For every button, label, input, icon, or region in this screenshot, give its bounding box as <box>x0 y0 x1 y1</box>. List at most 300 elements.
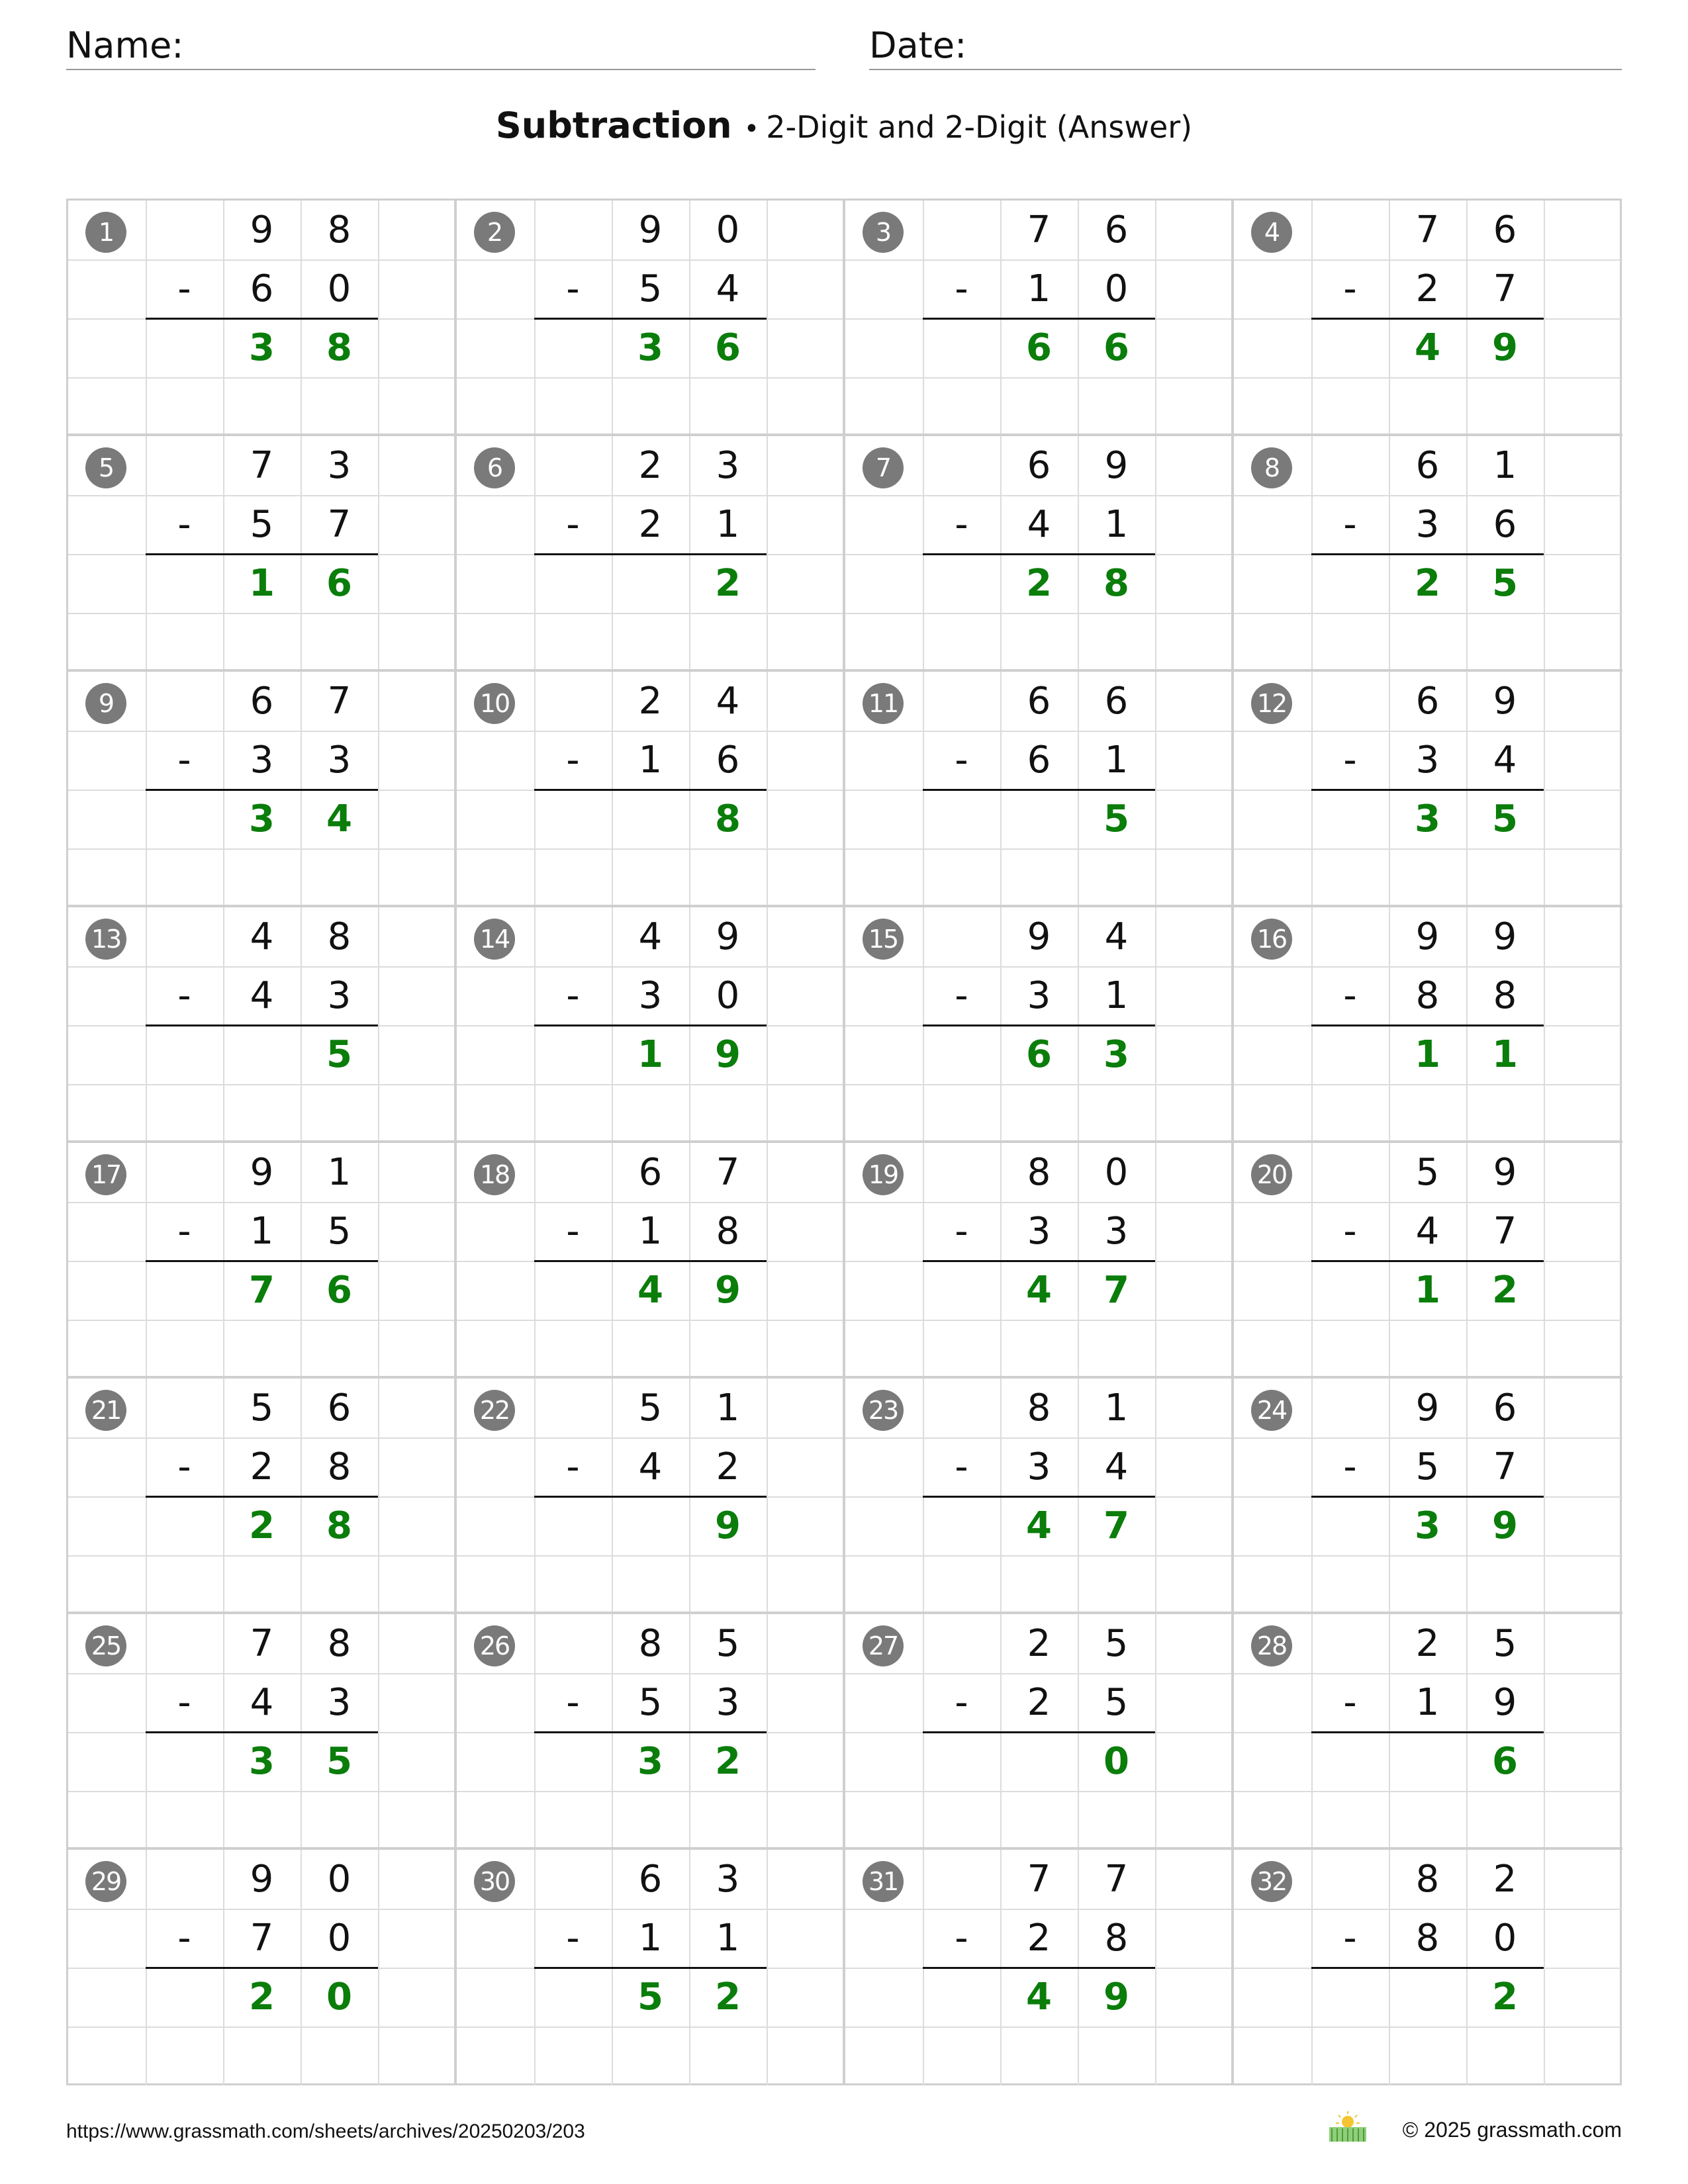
problem-26 <box>457 1614 845 1850</box>
subtrahend-ones-digit: 1 <box>1104 974 1129 1017</box>
answer-ones-digit: 7 <box>1103 1504 1129 1547</box>
grid-line <box>68 848 457 850</box>
subtrahend-tens-digit: 2 <box>638 503 663 546</box>
answer-ones-digit: 0 <box>1103 1740 1129 1783</box>
minuend-tens-digit: 4 <box>638 915 663 958</box>
problem-number-badge: 11 <box>863 683 904 724</box>
problem-number-badge: 28 <box>1251 1625 1292 1666</box>
grid-line <box>1234 613 1622 614</box>
answer-ones-digit: 9 <box>715 1033 741 1076</box>
answer-tens-digit: 7 <box>249 1269 275 1312</box>
minuend-ones-digit: 9 <box>1493 680 1517 723</box>
subtrahend-ones-digit: 8 <box>716 1210 740 1253</box>
subtrahend-ones-digit: 0 <box>1493 1917 1517 1960</box>
minus-sign: - <box>177 1681 191 1724</box>
answer-tens-digit: 2 <box>249 1504 275 1547</box>
minuend-tens-digit: 7 <box>1027 1858 1051 1901</box>
minuend-tens-digit: 7 <box>250 1622 274 1665</box>
answer-tens-digit: 5 <box>637 1976 663 2019</box>
problem-number-badge: 10 <box>474 683 515 724</box>
minuend-tens-digit: 2 <box>638 444 663 487</box>
page-title <box>0 105 1688 146</box>
worksheet-grid <box>66 199 1622 2085</box>
problem-30 <box>457 1850 845 2085</box>
minus-sign: - <box>566 739 580 782</box>
answer-ones-digit: 6 <box>715 326 741 369</box>
subtrahend-ones-digit: 3 <box>716 1681 740 1724</box>
minuend-tens-digit: 7 <box>250 444 274 487</box>
subtrahend-tens-digit: 1 <box>638 1917 663 1960</box>
subtrahend-tens-digit: 4 <box>250 974 274 1017</box>
subtrahend-tens-digit: 4 <box>638 1445 663 1488</box>
answer-tens-digit: 2 <box>1026 562 1052 605</box>
problem-number-badge: 7 <box>863 447 904 488</box>
minuend-ones-digit: 7 <box>327 680 352 723</box>
problem-3 <box>845 201 1234 436</box>
answer-tens-digit: 2 <box>249 1976 275 2019</box>
minuend-ones-digit: 5 <box>1493 1622 1517 1665</box>
problem-number-badge: 9 <box>85 683 126 724</box>
subtrahend-tens-digit: 3 <box>250 739 274 782</box>
subtrahend-tens-digit: 3 <box>638 974 663 1017</box>
answer-ones-digit: 6 <box>1103 326 1129 369</box>
minuend-ones-digit: 9 <box>1104 444 1129 487</box>
problem-number-badge: 6 <box>474 447 515 488</box>
minuend-ones-digit: 3 <box>716 444 740 487</box>
grid-line <box>845 613 1234 614</box>
problem-number-badge: 13 <box>85 919 126 960</box>
problem-number-badge: 27 <box>863 1625 904 1666</box>
minuend-ones-digit: 6 <box>1104 208 1129 251</box>
minuend-tens-digit: 8 <box>1415 1858 1440 1901</box>
problem-7 <box>845 436 1234 672</box>
answer-tens-digit: 1 <box>1415 1269 1440 1312</box>
problem-number-badge: 22 <box>474 1390 515 1431</box>
subtrahend-tens-digit: 7 <box>250 1917 274 1960</box>
minuend-ones-digit: 2 <box>1493 1858 1517 1901</box>
answer-tens-digit: 1 <box>249 562 275 605</box>
minuend-ones-digit: 7 <box>716 1151 740 1194</box>
answer-tens-digit <box>612 554 689 613</box>
subtrahend-tens-digit: 5 <box>250 503 274 546</box>
minus-sign: - <box>177 1917 191 1960</box>
problem-31 <box>845 1850 1234 2085</box>
subtrahend-ones-digit: 3 <box>1104 1210 1129 1253</box>
subtrahend-ones-digit: 3 <box>327 974 352 1017</box>
minuend-tens-digit: 6 <box>1027 680 1051 723</box>
footer-copyright: © 2025 grassmath.com <box>1402 2118 1622 2142</box>
grid-line <box>457 848 845 850</box>
grid-line <box>457 2026 845 2028</box>
problem-25 <box>68 1614 457 1850</box>
answer-tens-digit: 6 <box>1026 1033 1052 1076</box>
problem-14 <box>457 907 845 1143</box>
subtrahend-ones-digit: 6 <box>716 739 740 782</box>
answer-tens-digit: 1 <box>637 1033 663 1076</box>
subtrahend-ones-digit: 4 <box>716 267 740 310</box>
problem-number-badge: 17 <box>85 1154 126 1195</box>
answer-ones-digit: 9 <box>715 1504 741 1547</box>
problem-24 <box>1234 1379 1622 1614</box>
problem-23 <box>845 1379 1234 1614</box>
problem-number-badge: 1 <box>85 212 126 253</box>
minuend-ones-digit: 4 <box>1104 915 1129 958</box>
grid-line <box>68 1320 457 1321</box>
answer-tens-digit <box>612 790 689 848</box>
minuend-tens-digit: 2 <box>1415 1622 1440 1665</box>
minuend-ones-digit: 6 <box>1493 1387 1517 1430</box>
grid-line <box>68 377 457 379</box>
name-field[interactable] <box>66 26 816 70</box>
subtrahend-ones-digit: 2 <box>716 1445 740 1488</box>
answer-ones-digit: 4 <box>326 797 352 841</box>
answer-tens-digit: 3 <box>249 797 275 841</box>
grid-line <box>68 1084 457 1085</box>
minuend-ones-digit: 5 <box>1104 1622 1129 1665</box>
subtrahend-ones-digit: 9 <box>1493 1681 1517 1724</box>
answer-ones-digit: 6 <box>1492 1740 1518 1783</box>
grass-sun-logo-icon <box>1325 2109 1370 2144</box>
problem-number-badge: 29 <box>85 1861 126 1902</box>
minuend-ones-digit: 8 <box>327 915 352 958</box>
subtrahend-tens-digit: 1 <box>1415 1681 1440 1724</box>
minuend-ones-digit: 1 <box>1493 444 1517 487</box>
grid-line <box>68 2026 457 2028</box>
subtrahend-tens-digit: 5 <box>638 267 663 310</box>
subtrahend-tens-digit: 3 <box>1027 1210 1051 1253</box>
minus-sign: - <box>566 1681 580 1724</box>
minuend-tens-digit: 6 <box>638 1858 663 1901</box>
answer-tens-digit: 3 <box>637 326 663 369</box>
subtrahend-ones-digit: 7 <box>1493 1445 1517 1488</box>
subtrahend-ones-digit: 4 <box>1104 1445 1129 1488</box>
subtrahend-ones-digit: 5 <box>327 1210 352 1253</box>
problem-9 <box>68 672 457 907</box>
minuend-tens-digit: 9 <box>250 1151 274 1194</box>
subtrahend-ones-digit: 8 <box>1493 974 1517 1017</box>
answer-ones-digit: 2 <box>715 1740 741 1783</box>
minus-sign: - <box>955 267 968 310</box>
minus-sign: - <box>177 1210 191 1253</box>
minuend-tens-digit: 9 <box>1415 1387 1440 1430</box>
minuend-ones-digit: 3 <box>327 444 352 487</box>
answer-ones-digit: 8 <box>326 1504 352 1547</box>
minuend-tens-digit: 7 <box>1415 208 1440 251</box>
date-label: Date: <box>869 24 967 66</box>
answer-ones-digit: 6 <box>326 1269 352 1312</box>
minus-sign: - <box>177 1445 191 1488</box>
minuend-tens-digit: 6 <box>638 1151 663 1194</box>
problem-16 <box>1234 907 1622 1143</box>
problem-27 <box>845 1614 1234 1850</box>
answer-ones-digit: 9 <box>1103 1976 1129 2019</box>
subtrahend-ones-digit: 7 <box>1493 1210 1517 1253</box>
subtrahend-ones-digit: 0 <box>716 974 740 1017</box>
subtrahend-tens-digit: 1 <box>250 1210 274 1253</box>
grid-line <box>457 1791 845 1792</box>
problem-number-badge: 2 <box>474 212 515 253</box>
minus-sign: - <box>566 1210 580 1253</box>
subtrahend-ones-digit: 7 <box>1493 267 1517 310</box>
minuend-ones-digit: 6 <box>1493 208 1517 251</box>
subtrahend-tens-digit: 1 <box>1027 267 1051 310</box>
minuend-tens-digit: 9 <box>638 208 663 251</box>
answer-ones-digit: 7 <box>1103 1269 1129 1312</box>
subtrahend-tens-digit: 8 <box>1415 974 1440 1017</box>
answer-ones-digit: 8 <box>1103 562 1129 605</box>
minuend-tens-digit: 9 <box>1415 915 1440 958</box>
problem-number-badge: 32 <box>1251 1861 1292 1902</box>
minuend-tens-digit: 9 <box>1027 915 1051 958</box>
subtrahend-ones-digit: 0 <box>1104 267 1129 310</box>
problem-6 <box>457 436 845 672</box>
answer-ones-digit: 5 <box>326 1740 352 1783</box>
problem-5 <box>68 436 457 672</box>
minus-sign: - <box>177 739 191 782</box>
subtrahend-tens-digit: 2 <box>1027 1917 1051 1960</box>
grid-line <box>845 2026 1234 2028</box>
problem-28 <box>1234 1614 1622 1850</box>
minus-sign: - <box>566 974 580 1017</box>
minus-sign: - <box>955 503 968 546</box>
answer-tens-digit: 4 <box>1415 326 1440 369</box>
grid-line <box>457 1084 845 1085</box>
answer-tens-digit: 3 <box>1415 797 1440 841</box>
problem-number-badge: 23 <box>863 1390 904 1431</box>
minus-sign: - <box>1343 1681 1357 1724</box>
answer-ones-digit: 5 <box>1492 797 1518 841</box>
subtrahend-tens-digit: 3 <box>1415 739 1440 782</box>
minuend-ones-digit: 9 <box>1493 1151 1517 1194</box>
minuend-ones-digit: 8 <box>327 1622 352 1665</box>
minuend-tens-digit: 7 <box>1027 208 1051 251</box>
grid-line <box>845 1791 1234 1792</box>
answer-tens-digit <box>1000 790 1078 848</box>
minuend-ones-digit: 6 <box>327 1387 352 1430</box>
date-field[interactable] <box>869 26 1622 70</box>
problem-32 <box>1234 1850 1622 2085</box>
subtrahend-tens-digit: 3 <box>1027 974 1051 1017</box>
minuend-ones-digit: 9 <box>1493 915 1517 958</box>
minus-sign: - <box>566 267 580 310</box>
answer-ones-digit: 5 <box>1103 797 1129 841</box>
grid-line <box>1234 377 1622 379</box>
answer-tens-digit: 1 <box>1415 1033 1440 1076</box>
grid-line <box>1234 1555 1622 1557</box>
problem-8 <box>1234 436 1622 672</box>
minuend-tens-digit: 9 <box>250 208 274 251</box>
grid-line <box>457 613 845 614</box>
subtrahend-tens-digit: 5 <box>638 1681 663 1724</box>
minuend-tens-digit: 5 <box>250 1387 274 1430</box>
answer-ones-digit: 8 <box>715 797 741 841</box>
problem-number-badge: 15 <box>863 919 904 960</box>
grid-line <box>845 1084 1234 1085</box>
problem-number-badge: 30 <box>474 1861 515 1902</box>
answer-ones-digit: 9 <box>715 1269 741 1312</box>
problem-number-badge: 19 <box>863 1154 904 1195</box>
answer-ones-digit: 2 <box>1492 1976 1518 2019</box>
problem-number-badge: 14 <box>474 919 515 960</box>
grid-line <box>457 1555 845 1557</box>
problem-number-badge: 3 <box>863 212 904 253</box>
minuend-tens-digit: 8 <box>1027 1387 1051 1430</box>
subtrahend-tens-digit: 1 <box>638 1210 663 1253</box>
minuend-tens-digit: 5 <box>638 1387 663 1430</box>
name-label: Name: <box>66 24 184 66</box>
grid-line <box>845 1555 1234 1557</box>
minus-sign: - <box>1343 1445 1357 1488</box>
answer-tens-digit: 6 <box>1026 326 1052 369</box>
answer-tens-digit: 2 <box>1415 562 1440 605</box>
minuend-tens-digit: 4 <box>250 915 274 958</box>
answer-ones-digit: 1 <box>1492 1033 1518 1076</box>
minus-sign: - <box>955 974 968 1017</box>
answer-tens-digit: 4 <box>1026 1976 1052 2019</box>
minus-sign: - <box>955 1681 968 1724</box>
subtrahend-tens-digit: 1 <box>638 739 663 782</box>
problem-number-badge: 12 <box>1251 683 1292 724</box>
problem-15 <box>845 907 1234 1143</box>
problem-number-badge: 4 <box>1251 212 1292 253</box>
answer-tens-digit <box>1389 1732 1466 1791</box>
subtrahend-ones-digit: 1 <box>716 503 740 546</box>
minuend-tens-digit: 2 <box>638 680 663 723</box>
subtrahend-ones-digit: 0 <box>327 267 352 310</box>
problem-22 <box>457 1379 845 1614</box>
minus-sign: - <box>955 739 968 782</box>
answer-ones-digit: 5 <box>326 1033 352 1076</box>
subtrahend-tens-digit: 2 <box>1027 1681 1051 1724</box>
problem-number-badge: 31 <box>863 1861 904 1902</box>
grid-line <box>68 1791 457 1792</box>
minuend-ones-digit: 0 <box>716 208 740 251</box>
subtrahend-ones-digit: 0 <box>327 1917 352 1960</box>
title-separator: • <box>743 114 760 144</box>
answer-tens-digit: 3 <box>249 1740 275 1783</box>
problem-number-badge: 20 <box>1251 1154 1292 1195</box>
subtrahend-ones-digit: 1 <box>716 1917 740 1960</box>
subtrahend-tens-digit: 4 <box>1415 1210 1440 1253</box>
subtrahend-ones-digit: 3 <box>327 1681 352 1724</box>
footer-url[interactable]: https://www.grassmath.com/sheets/archives/20250203/203 <box>66 2120 585 2142</box>
subtrahend-tens-digit: 3 <box>1027 1445 1051 1488</box>
problem-number-badge: 21 <box>85 1390 126 1431</box>
minuend-tens-digit: 6 <box>1415 680 1440 723</box>
subtrahend-tens-digit: 2 <box>250 1445 274 1488</box>
problem-20 <box>1234 1143 1622 1379</box>
answer-tens-digit <box>612 1496 689 1555</box>
minuend-ones-digit: 0 <box>327 1858 352 1901</box>
answer-tens-digit: 4 <box>1026 1504 1052 1547</box>
answer-tens-digit: 4 <box>637 1269 663 1312</box>
answer-tens-digit <box>1000 1732 1078 1791</box>
problem-number-badge: 18 <box>474 1154 515 1195</box>
subtrahend-tens-digit: 4 <box>250 1681 274 1724</box>
minuend-ones-digit: 1 <box>716 1387 740 1430</box>
title-subtitle: 2-Digit and 2-Digit (Answer) <box>766 109 1193 145</box>
minus-sign: - <box>566 1445 580 1488</box>
answer-tens-digit: 3 <box>637 1740 663 1783</box>
minuend-ones-digit: 7 <box>1104 1858 1129 1901</box>
subtrahend-ones-digit: 7 <box>327 503 352 546</box>
minuend-ones-digit: 0 <box>1104 1151 1129 1194</box>
answer-ones-digit: 3 <box>1103 1033 1129 1076</box>
minuend-ones-digit: 8 <box>327 208 352 251</box>
grid-line <box>1234 848 1622 850</box>
minuend-ones-digit: 5 <box>716 1622 740 1665</box>
minus-sign: - <box>955 1445 968 1488</box>
grid-line <box>1234 2026 1622 2028</box>
minuend-tens-digit: 9 <box>250 1858 274 1901</box>
minuend-ones-digit: 9 <box>716 915 740 958</box>
answer-tens-digit <box>1389 1968 1466 2026</box>
minus-sign: - <box>177 503 191 546</box>
minuend-tens-digit: 6 <box>1415 444 1440 487</box>
minuend-ones-digit: 3 <box>716 1858 740 1901</box>
minus-sign: - <box>955 1210 968 1253</box>
subtrahend-tens-digit: 6 <box>1027 739 1051 782</box>
subtrahend-tens-digit: 5 <box>1415 1445 1440 1488</box>
grid-line <box>457 1320 845 1321</box>
answer-tens-digit: 3 <box>249 326 275 369</box>
answer-ones-digit: 9 <box>1492 1504 1518 1547</box>
grid-line <box>845 1320 1234 1321</box>
problem-number-badge: 26 <box>474 1625 515 1666</box>
subtrahend-ones-digit: 6 <box>1493 503 1517 546</box>
problem-number-badge: 5 <box>85 447 126 488</box>
answer-ones-digit: 2 <box>1492 1269 1518 1312</box>
answer-ones-digit: 8 <box>326 326 352 369</box>
problem-12 <box>1234 672 1622 907</box>
minus-sign: - <box>955 1917 968 1960</box>
problem-number-badge: 8 <box>1251 447 1292 488</box>
subtrahend-ones-digit: 8 <box>327 1445 352 1488</box>
grid-line <box>1234 1320 1622 1321</box>
grid-line <box>1234 1084 1622 1085</box>
title-main: Subtraction <box>495 105 732 146</box>
problem-number-badge: 16 <box>1251 919 1292 960</box>
answer-ones-digit: 2 <box>715 1976 741 2019</box>
problem-29 <box>68 1850 457 2085</box>
minuend-ones-digit: 1 <box>1104 1387 1129 1430</box>
answer-ones-digit: 0 <box>326 1976 352 2019</box>
minuend-tens-digit: 8 <box>638 1622 663 1665</box>
subtrahend-ones-digit: 8 <box>1104 1917 1129 1960</box>
minuend-tens-digit: 6 <box>1027 444 1051 487</box>
minuend-ones-digit: 1 <box>327 1151 352 1194</box>
minus-sign: - <box>566 503 580 546</box>
grid-line <box>845 848 1234 850</box>
problem-10 <box>457 672 845 907</box>
subtrahend-tens-digit: 8 <box>1415 1917 1440 1960</box>
minus-sign: - <box>566 1917 580 1960</box>
subtrahend-ones-digit: 5 <box>1104 1681 1129 1724</box>
answer-ones-digit: 5 <box>1492 562 1518 605</box>
minus-sign: - <box>177 974 191 1017</box>
minuend-tens-digit: 2 <box>1027 1622 1051 1665</box>
subtrahend-ones-digit: 1 <box>1104 739 1129 782</box>
minuend-ones-digit: 6 <box>1104 680 1129 723</box>
subtrahend-tens-digit: 4 <box>1027 503 1051 546</box>
subtrahend-ones-digit: 3 <box>327 739 352 782</box>
problem-1 <box>68 201 457 436</box>
answer-ones-digit: 2 <box>715 562 741 605</box>
minuend-tens-digit: 8 <box>1027 1151 1051 1194</box>
grid-line <box>68 1555 457 1557</box>
problem-17 <box>68 1143 457 1379</box>
subtrahend-tens-digit: 3 <box>1415 503 1440 546</box>
